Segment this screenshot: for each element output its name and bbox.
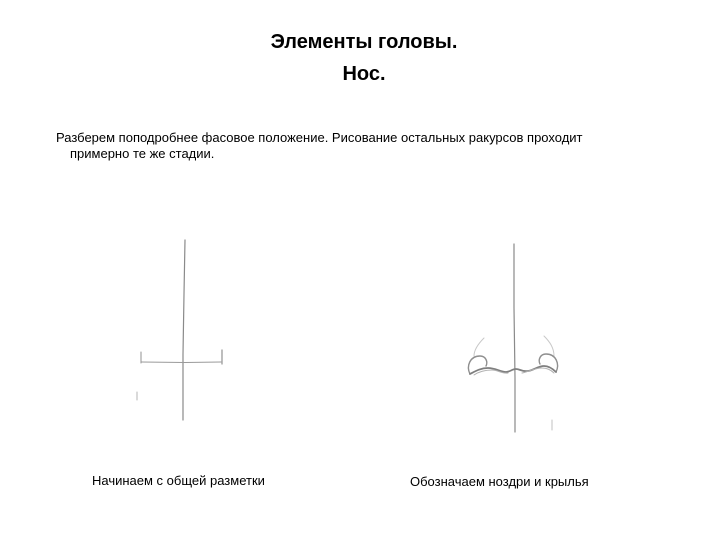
page-title <box>0 26 720 90</box>
intro-line-2: примерно те же стадии. <box>70 146 215 161</box>
figure-caption-nostrils: Обозначаем ноздри и крылья <box>410 474 589 489</box>
figure-caption-layout: Начинаем с общей разметки <box>92 473 265 488</box>
nose-nostrils-sketch-icon <box>456 238 568 442</box>
intro-paragraph <box>56 130 656 162</box>
intro-line-1: Разберем поподробнее фасовое положение. Рисование остальных ракурсов проходит <box>56 130 583 145</box>
title-line-1: Элементы головы. <box>270 31 458 53</box>
nose-layout-sketch-icon <box>125 234 235 428</box>
title-line-2: Нос. <box>342 63 386 85</box>
